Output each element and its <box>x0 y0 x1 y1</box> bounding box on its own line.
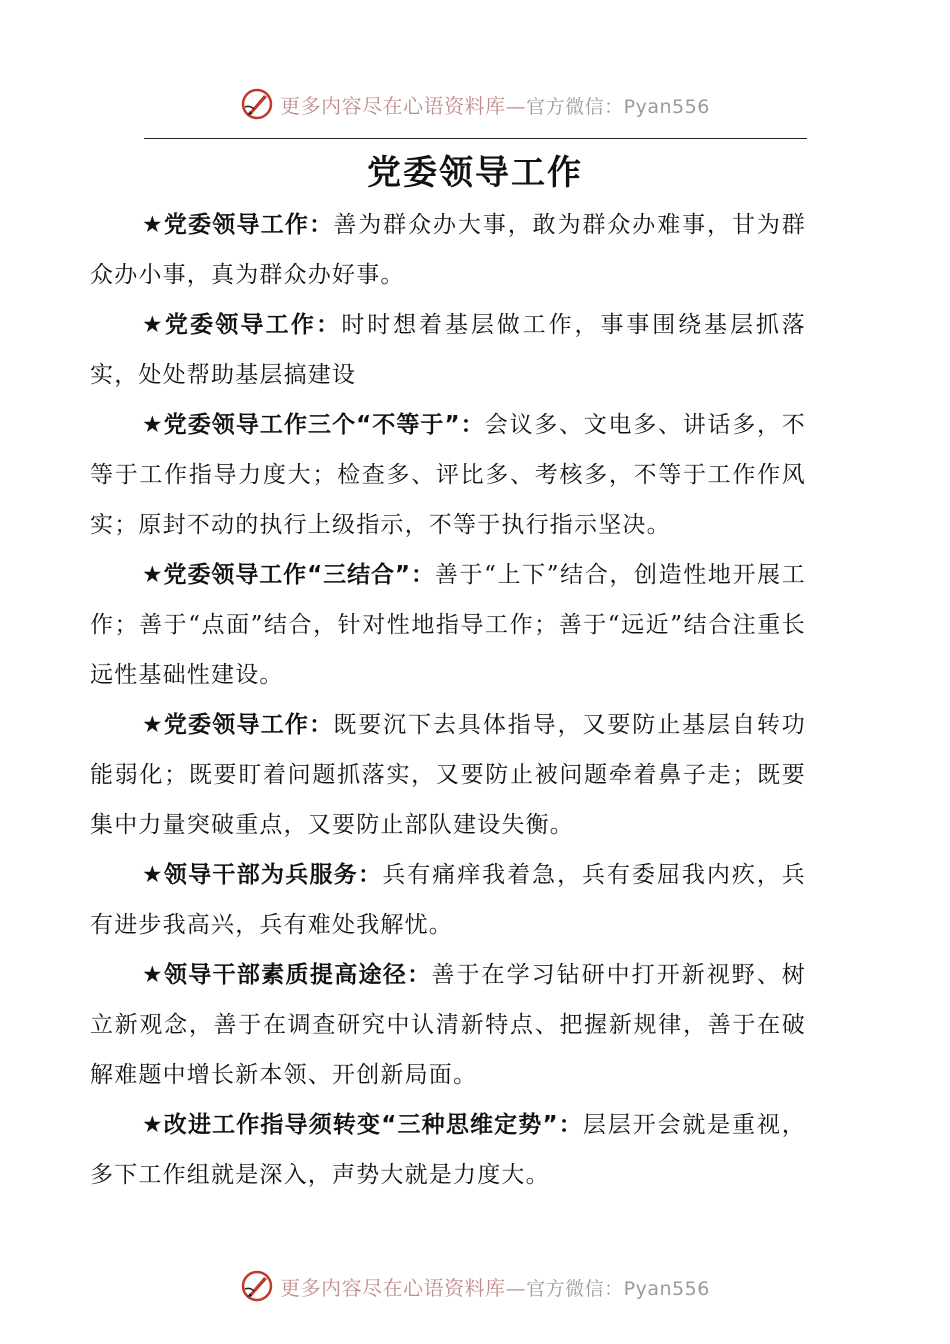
header-banner-main: 更多内容尽在心语资料库— <box>280 93 527 118</box>
paragraph-lead: ★党委领导工作： <box>142 312 342 338</box>
document-title: 党委领导工作 <box>367 153 583 193</box>
paragraph-lead: ★领导干部为兵服务： <box>142 862 383 888</box>
paragraph-lead: ★党委领导工作： <box>142 212 334 238</box>
footer-banner-wechat: 官方微信：Pyan556 <box>526 1277 710 1300</box>
paragraph-body: 会议多、文电多、讲话多，不等于工作指导力度大；检查多、评比多、考核多，不等于工作作风实；原封不动的执行上级指示，不等于执行指示坚决。 <box>90 412 806 538</box>
paragraph-body: 既要沉下去具体指导，又要防止基层自转功能弱化；既要盯着问题抓落实，又要防止被问题牵着鼻子走；既要集中力量突破重点，又要防止部队建设失衡。 <box>90 712 806 838</box>
paragraph-lead: ★改进工作指导须转变“三种思维定势”： <box>142 1112 583 1138</box>
header-divider <box>144 138 807 139</box>
paragraph-lead: ★党委领导工作： <box>142 712 334 738</box>
footer-banner-main: 更多内容尽在心语资料库— <box>280 1275 527 1300</box>
paragraph-body: 层层开会就是重视，多下工作组就是深入，声势大就是力度大。 <box>90 1112 806 1188</box>
paragraph <box>90 550 806 700</box>
quill-pen-logo-icon <box>240 1269 274 1303</box>
paragraph-body: 善于“上下”结合，创造性地开展工作；善于“点面”结合，针对性地指导工作；善于“远近”结合注重长远性基础性建设。 <box>90 562 806 688</box>
header-banner-wechat: 官方微信：Pyan556 <box>526 95 710 118</box>
document-body <box>90 200 806 1200</box>
paragraph-lead: ★党委领导工作三个“不等于”： <box>142 412 485 438</box>
paragraph-body: 时时想着基层做工作，事事围绕基层抓落实，处处帮助基层搞建设 <box>90 312 806 388</box>
quill-pen-logo-icon <box>240 87 274 121</box>
footer-banner-text <box>280 1272 710 1301</box>
paragraph <box>90 200 806 300</box>
paragraph-lead: ★党委领导工作“三结合”： <box>142 562 435 588</box>
paragraph <box>90 400 806 550</box>
paragraph-body: 善于在学习钻研中打开新视野、树立新观念，善于在调查研究中认清新特点、把握新规律，善于在破解难题中增长新本领、开创新局面。 <box>90 962 807 1088</box>
paragraph-lead: ★领导干部素质提高途径： <box>142 962 432 988</box>
paragraph <box>90 700 806 850</box>
header-banner <box>0 84 950 124</box>
header-banner-text <box>280 90 710 119</box>
paragraph-body: 善为群众办大事，敢为群众办难事，甘为群众办小事，真为群众办好事。 <box>90 212 806 288</box>
paragraph <box>90 1100 806 1200</box>
paragraph-body: 兵有痛痒我着急，兵有委屈我内疚，兵有进步我高兴，兵有难处我解忧。 <box>90 862 807 938</box>
footer-banner <box>0 1266 950 1306</box>
paragraph <box>90 950 806 1100</box>
paragraph <box>90 300 806 400</box>
paragraph <box>90 850 806 950</box>
